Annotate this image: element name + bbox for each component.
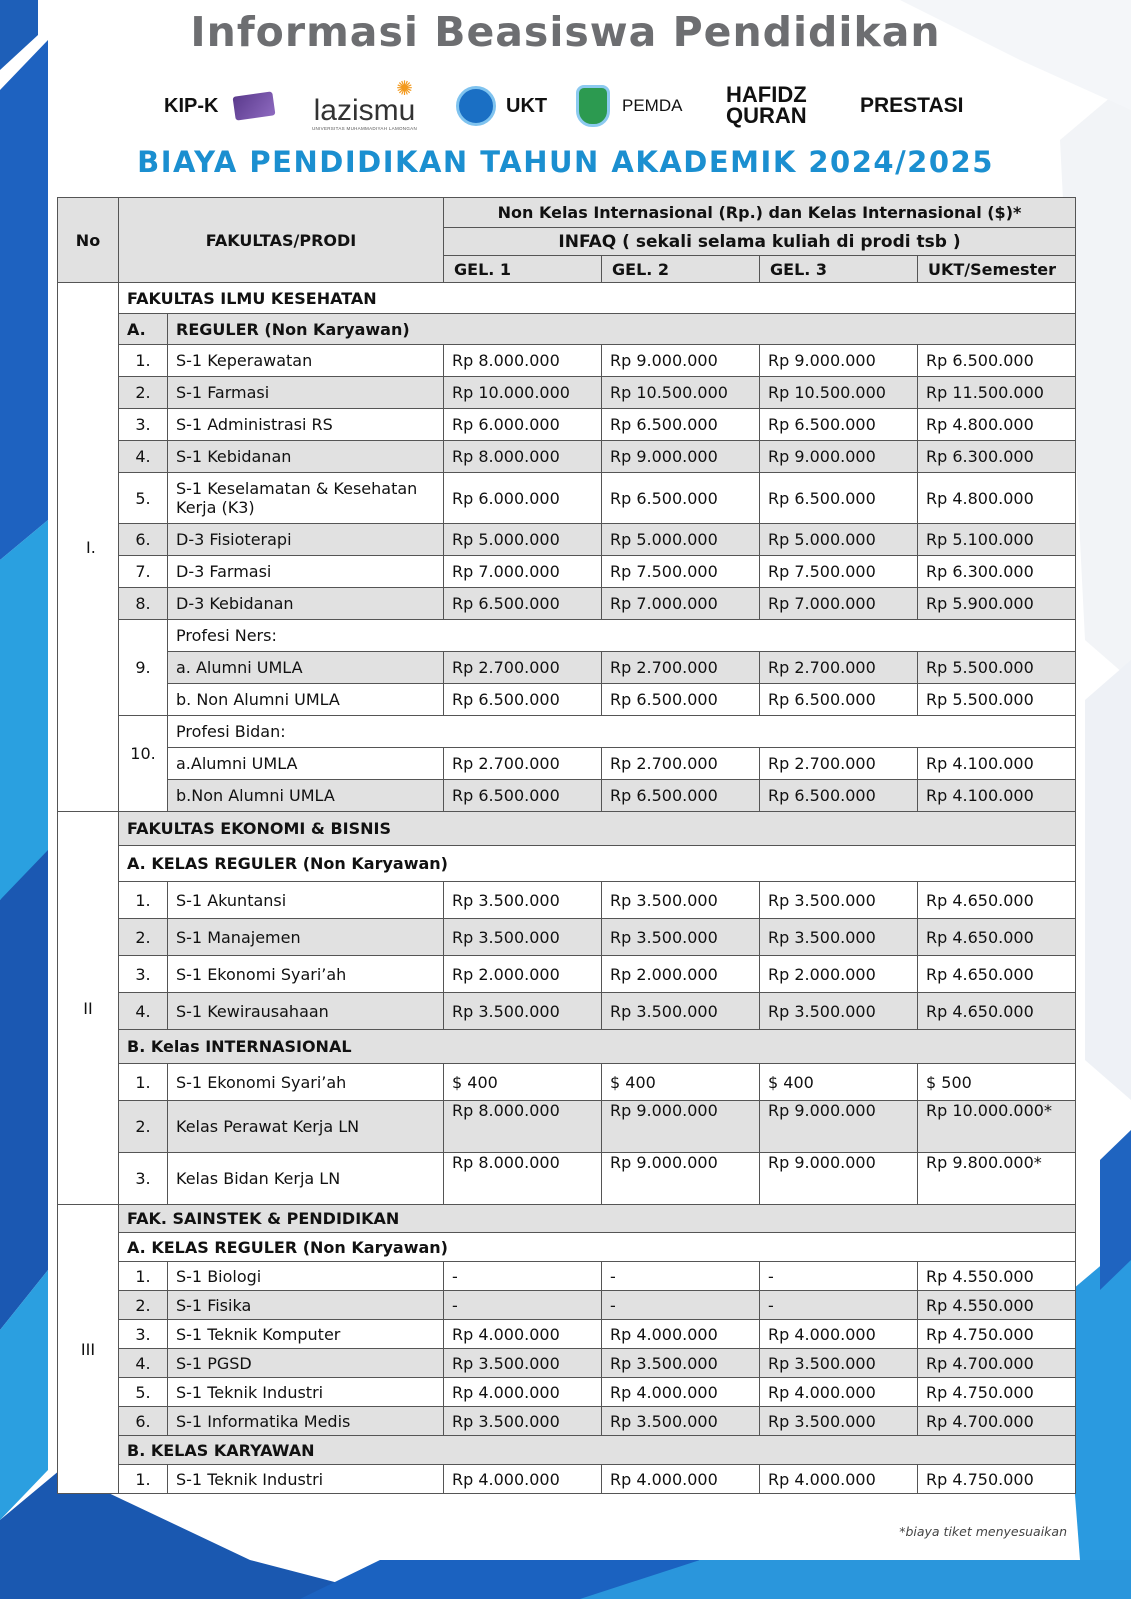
program-name: D-3 Kebidanan [168,588,444,620]
table-row [58,441,1076,473]
hafidz-label: HAFIDZ [726,82,807,107]
fee-g3: Rp 9.000.000 [760,1153,918,1205]
program-name: S-1 Ekonomi Syari’ah [168,1064,444,1101]
program-name: Kelas Bidan Kerja LN [168,1153,444,1205]
fee-ukt: Rp 6.500.000 [918,345,1076,377]
ukt-label: UKT [506,94,548,117]
fee-g3: Rp 9.000.000 [760,441,918,473]
table-row [58,882,1076,919]
row-number: 3. [119,409,168,441]
fee-g2: Rp 9.000.000 [602,1101,760,1153]
table-row [58,780,1076,812]
fee-g3: Rp 4.000.000 [760,1465,918,1494]
header-gel3: GEL. 3 [760,256,918,283]
program-name: S-1 Ekonomi Syari’ah [168,956,444,993]
fee-g1: Rp 6.000.000 [444,473,602,524]
table-row [58,684,1076,716]
fee-ukt: Rp 11.500.000 [918,377,1076,409]
fee-g3: Rp 3.500.000 [760,882,918,919]
program-name: D-3 Farmasi [168,556,444,588]
fee-g1: - [444,1262,602,1291]
row-number: 6. [119,1407,168,1436]
program-name: S-1 Farmasi [168,377,444,409]
fee-g3: Rp 4.000.000 [760,1378,918,1407]
header-gel1: GEL. 1 [444,256,602,283]
fee-g2: Rp 3.500.000 [602,1349,760,1378]
fee-g1: Rp 3.500.000 [444,919,602,956]
fee-g1: Rp 4.000.000 [444,1378,602,1407]
pemda-logo [576,80,682,132]
page-subtitle: BIAYA PENDIDIKAN TAHUN AKADEMIK 2024/2025 [137,145,994,179]
row-number: 3. [119,1153,168,1205]
fee-ukt: Rp 5.100.000 [918,524,1076,556]
row-number: 5. [119,1378,168,1407]
fee-ukt: Rp 4.100.000 [918,780,1076,812]
fee-g2: Rp 7.500.000 [602,556,760,588]
section-row [58,1030,1076,1064]
program-name: S-1 Manajemen [168,919,444,956]
fee-ukt: Rp 4.750.000 [918,1320,1076,1349]
row-number: 1. [119,1262,168,1291]
fee-g1: Rp 5.000.000 [444,524,602,556]
section-row [58,314,1076,345]
header-no: No [58,198,119,283]
fee-g3: Rp 6.500.000 [760,473,918,524]
fee-g1: Rp 4.000.000 [444,1320,602,1349]
table-row [58,556,1076,588]
kipk-logo [164,80,274,132]
fee-ukt: Rp 5.500.000 [918,652,1076,684]
faculty-row [58,812,1076,846]
fee-ukt: Rp 9.800.000* [918,1153,1076,1205]
prestasi-logo [860,80,963,132]
lazismu-logo [312,77,417,132]
header-gel2: GEL. 2 [602,256,760,283]
fee-g2: Rp 3.500.000 [602,882,760,919]
row-number: 9. [119,620,168,716]
lazismu-caption: UNIVERSITAS MUHAMMADIYAH LAMONGAN [312,125,417,131]
fee-g3: - [760,1262,918,1291]
table-row [58,409,1076,441]
fee-g2: Rp 2.700.000 [602,652,760,684]
fee-g1: Rp 8.000.000 [444,1153,602,1205]
fee-ukt: Rp 6.300.000 [918,441,1076,473]
table-row [58,652,1076,684]
fee-g2: Rp 3.500.000 [602,993,760,1030]
faculty-name: FAKULTAS ILMU KESEHATAN [119,283,1076,314]
fee-g3: Rp 9.000.000 [760,345,918,377]
row-number: 1. [119,1465,168,1494]
row-number: 3. [119,1320,168,1349]
fee-ukt: Rp 4.650.000 [918,919,1076,956]
sun-icon: ✺ [396,77,413,100]
section-row [58,846,1076,882]
fee-ukt: Rp 4.650.000 [918,882,1076,919]
program-name: S-1 Informatika Medis [168,1407,444,1436]
table-row [58,524,1076,556]
fee-g2: Rp 9.000.000 [602,1153,760,1205]
fee-g2: Rp 5.000.000 [602,524,760,556]
fee-g1: Rp 6.500.000 [444,588,602,620]
fee-g2: Rp 7.000.000 [602,588,760,620]
card-icon [233,91,276,120]
row-number: 2. [119,1291,168,1320]
faculty-row [58,283,1076,314]
program-name: S-1 PGSD [168,1349,444,1378]
fee-g2: Rp 9.000.000 [602,441,760,473]
faculty-name: FAK. SAINSTEK & PENDIDIKAN [119,1205,1076,1233]
fee-g1: Rp 4.000.000 [444,1465,602,1494]
fee-ukt: Rp 10.000.000* [918,1101,1076,1153]
fee-g3: Rp 7.000.000 [760,588,918,620]
row-number: 7. [119,556,168,588]
program-name: S-1 Administrasi RS [168,409,444,441]
table-row [58,1407,1076,1436]
fee-g2: $ 400 [602,1064,760,1101]
fee-g3: Rp 7.500.000 [760,556,918,588]
fee-ukt: Rp 4.650.000 [918,956,1076,993]
table-row [58,1349,1076,1378]
header-ukt: UKT/Semester [918,256,1076,283]
program-name: S-1 Kebidanan [168,441,444,473]
fee-g2: Rp 6.500.000 [602,684,760,716]
fee-g3: Rp 3.500.000 [760,1407,918,1436]
fee-g3: Rp 3.500.000 [760,993,918,1030]
fee-g3: Rp 6.500.000 [760,684,918,716]
section-name: REGULER (Non Karyawan) [168,314,1076,345]
row-number: 2. [119,377,168,409]
fee-g1: Rp 3.500.000 [444,1407,602,1436]
table-row [58,1064,1076,1101]
fee-g2: Rp 2.000.000 [602,956,760,993]
table-row [58,1262,1076,1291]
footnote: *biaya tiket menyesuaikan [899,1524,1067,1539]
program-name: S-1 Keperawatan [168,345,444,377]
fee-g3: Rp 2.700.000 [760,652,918,684]
fee-g1: Rp 6.500.000 [444,684,602,716]
scholarship-logos [160,77,1000,132]
program-name: S-1 Fisika [168,1291,444,1320]
program-name: S-1 Akuntansi [168,882,444,919]
fee-g1: Rp 3.500.000 [444,993,602,1030]
fee-g3: Rp 10.500.000 [760,377,918,409]
fee-g2: Rp 3.500.000 [602,919,760,956]
table-row [58,919,1076,956]
table-row [58,377,1076,409]
page-title: Informasi Beasiswa Pendidikan [190,8,941,56]
table-row [58,1465,1076,1494]
hafidz-quran-logo [726,80,807,132]
fee-ukt: Rp 4.700.000 [918,1349,1076,1378]
fee-g3: Rp 2.000.000 [760,956,918,993]
row-number: 1. [119,345,168,377]
fee-g3: Rp 2.700.000 [760,748,918,780]
fee-g2: Rp 3.500.000 [602,1407,760,1436]
table-row [58,1291,1076,1320]
pemda-shield-icon [576,85,610,127]
fee-g1: Rp 6.500.000 [444,780,602,812]
fee-g1: Rp 6.000.000 [444,409,602,441]
fee-g2: Rp 6.500.000 [602,473,760,524]
program-name: S-1 Biologi [168,1262,444,1291]
fee-ukt: Rp 4.550.000 [918,1262,1076,1291]
program-name: D-3 Fisioterapi [168,524,444,556]
program-name: S-1 Teknik Industri [168,1378,444,1407]
prestasi-label: PRESTASI [860,94,964,117]
header-prodi: FAKULTAS/PRODI [119,198,444,283]
fee-ukt: Rp 4.750.000 [918,1378,1076,1407]
lazismu-wordmark: lazismu [313,93,416,127]
fee-g1: Rp 3.500.000 [444,1349,602,1378]
program-name: a.Alumni UMLA [168,748,444,780]
fee-g1: Rp 2.700.000 [444,748,602,780]
row-number: 4. [119,1349,168,1378]
program-name: S-1 Teknik Industri [168,1465,444,1494]
fee-g2: Rp 9.000.000 [602,345,760,377]
fee-ukt: Rp 6.300.000 [918,556,1076,588]
table-row [58,588,1076,620]
table-row [58,473,1076,524]
fee-ukt: Rp 4.800.000 [918,473,1076,524]
table-row [58,1153,1076,1205]
fee-g2: Rp 10.500.000 [602,377,760,409]
fee-g1: Rp 8.000.000 [444,1101,602,1153]
faculty-number: III [58,1205,119,1494]
table-row [58,748,1076,780]
row-number: 1. [119,882,168,919]
fee-g2: Rp 4.000.000 [602,1320,760,1349]
row-number: 2. [119,919,168,956]
program-name: Kelas Perawat Kerja LN [168,1101,444,1153]
fee-ukt: Rp 4.650.000 [918,993,1076,1030]
kipk-label: KIP-K [164,94,219,117]
ukt-logo [456,80,547,132]
fee-g2: Rp 6.500.000 [602,409,760,441]
row-number: 1. [119,1064,168,1101]
fee-ukt: Rp 4.100.000 [918,748,1076,780]
fee-g2: Rp 4.000.000 [602,1465,760,1494]
fee-g2: Rp 6.500.000 [602,780,760,812]
fee-g3: Rp 6.500.000 [760,780,918,812]
fee-g3: $ 400 [760,1064,918,1101]
pemda-label: PEMDA [622,96,683,115]
table-row [58,620,1076,652]
row-number: 3. [119,956,168,993]
fee-g3: Rp 9.000.000 [760,1101,918,1153]
quran-label: QURAN [726,103,807,128]
program-name: S-1 Keselamatan & Kesehatan Kerja (K3) [168,473,444,524]
table-row [58,993,1076,1030]
fee-g1: Rp 3.500.000 [444,882,602,919]
fee-g1: Rp 8.000.000 [444,441,602,473]
fee-g2: - [602,1291,760,1320]
fee-g2: Rp 4.000.000 [602,1378,760,1407]
table-row [58,956,1076,993]
fee-table [57,197,1076,1494]
section-row [58,1233,1076,1262]
row-number: 8. [119,588,168,620]
row-number: 2. [119,1101,168,1153]
fee-g3: Rp 4.000.000 [760,1320,918,1349]
faculty-row [58,1205,1076,1233]
table-row [58,1101,1076,1153]
fee-g3: Rp 6.500.000 [760,409,918,441]
fee-g1: Rp 8.000.000 [444,345,602,377]
table-row [58,716,1076,748]
section-name: B. Kelas INTERNASIONAL [119,1030,1076,1064]
row-number: 5. [119,473,168,524]
faculty-name: FAKULTAS EKONOMI & BISNIS [119,812,1076,846]
section-row [58,1436,1076,1465]
fee-g2: Rp 2.700.000 [602,748,760,780]
faculty-number: I. [58,283,119,812]
fee-g1: Rp 7.000.000 [444,556,602,588]
table-row [58,1378,1076,1407]
header-group: Non Kelas Internasional (Rp.) dan Kelas Internasional ($)* [444,198,1076,228]
fee-g1: - [444,1291,602,1320]
fee-ukt: Rp 4.800.000 [918,409,1076,441]
fee-g3: - [760,1291,918,1320]
table-row [58,345,1076,377]
fee-g3: Rp 5.000.000 [760,524,918,556]
fee-ukt: $ 500 [918,1064,1076,1101]
section-name: B. KELAS KARYAWAN [119,1436,1076,1465]
fee-g1: Rp 10.000.000 [444,377,602,409]
fee-g1: Rp 2.000.000 [444,956,602,993]
faculty-number: II [58,812,119,1205]
program-name: b.Non Alumni UMLA [168,780,444,812]
fee-ukt: Rp 4.700.000 [918,1407,1076,1436]
fee-ukt: Rp 4.550.000 [918,1291,1076,1320]
section-name: A. KELAS REGULER (Non Karyawan) [119,1233,1076,1262]
fee-ukt: Rp 4.750.000 [918,1465,1076,1494]
program-name: S-1 Kewirausahaan [168,993,444,1030]
program-name: S-1 Teknik Komputer [168,1320,444,1349]
program-name: a. Alumni UMLA [168,652,444,684]
fee-g2: - [602,1262,760,1291]
section-letter: A. [119,314,168,345]
row-number: 10. [119,716,168,812]
header-infaq: INFAQ ( sekali selama kuliah di prodi tsb ) [444,228,1076,256]
fee-g1: $ 400 [444,1064,602,1101]
fee-g3: Rp 3.500.000 [760,1349,918,1378]
fee-ukt: Rp 5.900.000 [918,588,1076,620]
fee-g1: Rp 2.700.000 [444,652,602,684]
row-number: 4. [119,441,168,473]
program-name: b. Non Alumni UMLA [168,684,444,716]
section-name: A. KELAS REGULER (Non Karyawan) [119,846,1076,882]
tutwuri-emblem-icon [456,86,496,126]
program-group-label: Profesi Ners: [168,620,1076,652]
fee-g3: Rp 3.500.000 [760,919,918,956]
program-group-label: Profesi Bidan: [168,716,1076,748]
row-number: 6. [119,524,168,556]
fee-ukt: Rp 5.500.000 [918,684,1076,716]
table-row [58,1320,1076,1349]
row-number: 4. [119,993,168,1030]
